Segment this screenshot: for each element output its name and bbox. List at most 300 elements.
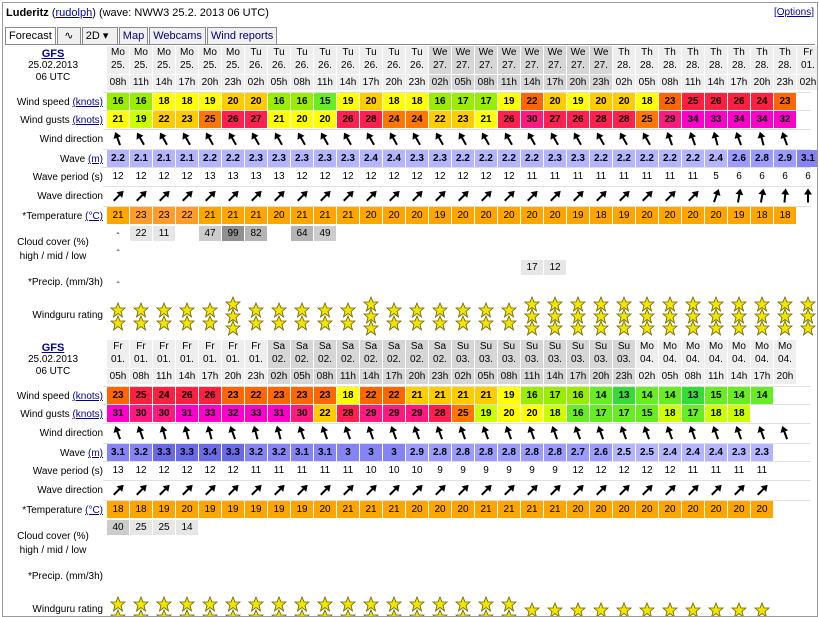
star-rating-icon bbox=[314, 588, 336, 617]
day-name: Tu bbox=[273, 47, 285, 58]
temperature-cell: 23 bbox=[153, 207, 175, 224]
day-name: We bbox=[501, 47, 517, 58]
wind-gusts-cell: 34 bbox=[728, 111, 750, 128]
day-date: 01. bbox=[111, 354, 125, 365]
wave-direction-cell bbox=[429, 187, 451, 206]
wind-direction-arrow-icon bbox=[682, 130, 704, 149]
rating-cell bbox=[521, 588, 543, 617]
star-rating-icon bbox=[636, 588, 658, 617]
wind-direction-arrow-icon bbox=[475, 130, 497, 149]
day-header bbox=[682, 46, 704, 74]
temperature-cell: 22 bbox=[176, 207, 198, 224]
hour-header: 08h bbox=[314, 368, 336, 384]
wave-graph-icon: ∿ bbox=[64, 30, 74, 42]
rating-cell bbox=[199, 294, 221, 338]
wave-direction-cell bbox=[452, 187, 474, 206]
cloud-cell: 40 bbox=[107, 520, 129, 535]
wave-period-cell: 12 bbox=[158, 171, 170, 182]
wind-direction-cell bbox=[176, 130, 198, 149]
wind-speed-cell: 16 bbox=[521, 387, 543, 404]
wave-period-cell: 12 bbox=[296, 171, 308, 182]
model-link[interactable]: GFS bbox=[41, 342, 65, 354]
hour-header: 02h bbox=[613, 74, 635, 90]
temperature-cell: 21 bbox=[245, 207, 267, 224]
wave-height-cell: 2.3 bbox=[728, 444, 750, 461]
wave-direction-cell bbox=[268, 187, 290, 206]
hour-header: 11h bbox=[314, 74, 336, 90]
day-header bbox=[567, 46, 589, 74]
day-name: Th bbox=[618, 47, 630, 58]
cloud-cover-label: Cloud cover (%) bbox=[17, 531, 89, 542]
day-header bbox=[659, 340, 681, 368]
star-rating-icon bbox=[222, 294, 244, 338]
wave-height-cell: 2.8 bbox=[429, 444, 451, 461]
wind-gusts-cell: 31 bbox=[268, 405, 290, 422]
hour-header: 14h bbox=[705, 74, 727, 90]
day-header bbox=[130, 340, 152, 368]
wind-gusts-cell: 33 bbox=[705, 111, 727, 128]
wind-direction-cell bbox=[475, 130, 497, 149]
wave-height-cell: 3 bbox=[337, 444, 359, 461]
wind-direction-cell bbox=[544, 424, 566, 443]
cloud-cell: - bbox=[116, 228, 120, 239]
wave-height-cell: 2.4 bbox=[705, 444, 727, 461]
day-header bbox=[176, 46, 198, 74]
wind-gusts-cell: 20 bbox=[498, 405, 520, 422]
temperature-cell: 20 bbox=[429, 501, 451, 518]
day-header bbox=[199, 46, 221, 74]
hour-header: 02h bbox=[245, 74, 267, 90]
model-info bbox=[3, 342, 103, 378]
day-date: 26. bbox=[387, 60, 401, 71]
wave-direction-arrow-icon bbox=[383, 187, 405, 206]
day-name: Mo bbox=[778, 341, 792, 352]
wind-direction-cell bbox=[774, 130, 796, 149]
row-label-wind-direction bbox=[3, 424, 103, 443]
day-date: 03. bbox=[617, 354, 631, 365]
wind-gusts-cell: 16 bbox=[567, 405, 589, 422]
star-rating-icon bbox=[429, 588, 451, 617]
wind-gusts-cell: 27 bbox=[245, 111, 267, 128]
day-date: 04. bbox=[640, 354, 654, 365]
unit-link[interactable]: (knots) bbox=[72, 97, 103, 108]
wind-gusts-cell: 26 bbox=[222, 111, 244, 128]
wave-period-cell: 11 bbox=[250, 465, 262, 476]
wind-speed-cell: 18 bbox=[406, 93, 428, 110]
star-rating-icon bbox=[521, 588, 543, 617]
temperature-cell: 19 bbox=[291, 501, 313, 518]
wind-speed-cell: 21 bbox=[452, 387, 474, 404]
day-name: Mo bbox=[640, 341, 654, 352]
wave-period-cell: 12 bbox=[342, 171, 354, 182]
wave-direction-arrow-icon bbox=[153, 187, 175, 206]
rating-cell bbox=[176, 294, 198, 338]
wind-direction-arrow-icon bbox=[176, 424, 198, 443]
wave-height-cell: 2.8 bbox=[452, 444, 474, 461]
wind-direction-arrow-icon bbox=[659, 130, 681, 149]
options-link[interactable]: [Options] bbox=[773, 7, 814, 18]
temperature-cell: 19 bbox=[222, 501, 244, 518]
day-header bbox=[383, 46, 405, 74]
wave-direction-arrow-icon bbox=[314, 481, 336, 500]
wind-direction-arrow-icon bbox=[751, 130, 773, 149]
day-name: Sa bbox=[318, 341, 332, 352]
tab-forecast[interactable]: Forecast bbox=[5, 27, 56, 44]
star-rating-icon bbox=[406, 294, 428, 338]
wave-height-cell: 2.4 bbox=[705, 150, 727, 167]
wave-direction-arrow-icon bbox=[176, 187, 198, 206]
wave-direction-cell bbox=[682, 187, 704, 206]
wave-height-cell: 2.9 bbox=[774, 150, 796, 167]
unit-link[interactable]: (knots) bbox=[72, 391, 103, 402]
wave-period-cell: 9 bbox=[460, 465, 466, 476]
day-name: Fr bbox=[228, 341, 238, 352]
wave-direction-arrow-icon bbox=[429, 481, 451, 500]
temperature-cell: 20 bbox=[452, 501, 474, 518]
wave-direction-cell bbox=[590, 187, 612, 206]
wind-speed-cell: 18 bbox=[176, 93, 198, 110]
wind-speed-cell: 24 bbox=[751, 93, 773, 110]
day-name: Mo bbox=[686, 341, 700, 352]
wave-direction-cell bbox=[222, 481, 244, 500]
row-label-wind-direction bbox=[3, 130, 103, 149]
hour-header: 02h bbox=[797, 74, 818, 90]
cloud-cell: 25 bbox=[130, 520, 152, 535]
wave-direction-arrow-icon bbox=[452, 481, 474, 500]
title-bar: Luderitz (rudolph) (wave: NWW3 25.2. 2013 06 UTC) [Options] bbox=[6, 7, 814, 19]
wind-direction-arrow-icon bbox=[705, 424, 727, 443]
rating-cell bbox=[475, 294, 497, 338]
wave-height-cell: 2.1 bbox=[153, 150, 175, 167]
wave-period-cell: 10 bbox=[411, 465, 423, 476]
row-label-wave-height bbox=[3, 444, 103, 463]
wave-direction-cell bbox=[751, 481, 773, 500]
wind-gusts-cell: 17 bbox=[613, 405, 635, 422]
day-header bbox=[659, 46, 681, 74]
day-date: 03. bbox=[456, 354, 470, 365]
day-header bbox=[268, 340, 290, 368]
wave-height-cell: 3.2 bbox=[268, 444, 290, 461]
day-date: 01. bbox=[180, 354, 194, 365]
wave-direction-cell bbox=[544, 481, 566, 500]
hour-header: 23h bbox=[774, 74, 796, 90]
wind-direction-cell bbox=[314, 130, 336, 149]
hour-header: 02h bbox=[636, 368, 658, 384]
wind-gusts-cell: 21 bbox=[268, 111, 290, 128]
row-label-precip: *Precip. (mm/3h) bbox=[27, 571, 103, 582]
wave-height-cell: 2.6 bbox=[590, 444, 612, 461]
wave-direction-arrow-icon bbox=[682, 481, 704, 500]
temperature-cell: 19 bbox=[245, 501, 267, 518]
wave-direction-arrow-icon bbox=[590, 481, 612, 500]
day-name: Mo bbox=[203, 47, 217, 58]
star-rating-icon bbox=[176, 294, 198, 338]
cloud-cell: 25 bbox=[153, 520, 175, 535]
day-date: 27. bbox=[594, 60, 608, 71]
wave-period-cell: 11 bbox=[618, 171, 630, 182]
rating-cell bbox=[314, 294, 336, 338]
wave-height-cell: 2.2 bbox=[521, 150, 543, 167]
wave-period-cell: 12 bbox=[411, 171, 423, 182]
wave-direction-cell bbox=[383, 187, 405, 206]
rating-cell bbox=[475, 588, 497, 617]
day-name: Mo bbox=[755, 341, 769, 352]
wave-direction-arrow-icon bbox=[636, 187, 658, 206]
day-header bbox=[521, 46, 543, 74]
day-name: We bbox=[593, 47, 609, 58]
day-date: 25. bbox=[111, 60, 125, 71]
day-header bbox=[544, 46, 566, 74]
wave-direction-arrow-icon bbox=[774, 187, 796, 206]
star-rating-icon bbox=[360, 588, 382, 617]
wave-direction-arrow-icon bbox=[498, 481, 520, 500]
wave-height-cell: 2.5 bbox=[636, 444, 658, 461]
row-label-wave-direction bbox=[3, 187, 103, 206]
wave-direction-cell bbox=[406, 481, 428, 500]
wave-direction-cell bbox=[544, 187, 566, 206]
hour-header: 17h bbox=[199, 368, 221, 384]
wave-direction-cell bbox=[567, 481, 589, 500]
wind-direction-arrow-icon bbox=[636, 424, 658, 443]
star-rating-icon bbox=[751, 588, 773, 617]
row-label-rating: Windguru rating bbox=[32, 604, 103, 615]
unit-link[interactable]: (knots) bbox=[72, 115, 103, 126]
hour-header: 17h bbox=[728, 74, 750, 90]
day-header bbox=[107, 340, 129, 368]
temperature-cell: 20 bbox=[659, 207, 681, 224]
wave-direction-arrow-icon bbox=[751, 481, 773, 500]
wave-direction-cell bbox=[751, 187, 773, 206]
day-name: We bbox=[547, 47, 563, 58]
star-rating-icon bbox=[544, 294, 566, 338]
wind-gusts-cell: 28 bbox=[429, 405, 451, 422]
wind-direction-arrow-icon bbox=[475, 424, 497, 443]
tab-webcams[interactable]: Webcams bbox=[149, 27, 206, 44]
day-date: 02. bbox=[295, 354, 309, 365]
row-label-text: *Temperature bbox=[22, 505, 83, 516]
star-rating-icon bbox=[153, 294, 175, 338]
day-name: Th bbox=[687, 47, 699, 58]
wind-direction-arrow-icon bbox=[613, 424, 635, 443]
wave-height-cell: 2.3 bbox=[245, 150, 267, 167]
wave-direction-arrow-icon bbox=[705, 187, 727, 206]
wind-direction-arrow-icon bbox=[291, 424, 313, 443]
star-rating-icon bbox=[751, 294, 773, 338]
unit-link[interactable]: (m) bbox=[88, 154, 103, 165]
wave-direction-arrow-icon bbox=[728, 481, 750, 500]
wave-direction-arrow-icon bbox=[314, 187, 336, 206]
rating-cell bbox=[383, 588, 405, 617]
wind-direction-arrow-icon bbox=[590, 424, 612, 443]
wave-direction-arrow-icon bbox=[337, 481, 359, 500]
wind-gusts-cell: 27 bbox=[544, 111, 566, 128]
wave-direction-arrow-icon bbox=[429, 187, 451, 206]
wave-height-cell: 2.4 bbox=[659, 444, 681, 461]
rating-cell bbox=[406, 588, 428, 617]
star-rating-icon bbox=[797, 294, 818, 338]
row-label-precip: *Precip. (mm/3h) bbox=[27, 277, 103, 288]
wave-direction-arrow-icon bbox=[452, 187, 474, 206]
tab-view-select[interactable] bbox=[82, 27, 118, 44]
wave-height-cell: 3.3 bbox=[222, 444, 244, 461]
wave-direction-cell bbox=[521, 481, 543, 500]
wave-height-cell: 2.2 bbox=[498, 150, 520, 167]
wind-direction-arrow-icon bbox=[199, 130, 221, 149]
star-rating-icon bbox=[245, 294, 267, 338]
temperature-cell: 20 bbox=[705, 501, 727, 518]
day-header bbox=[705, 46, 727, 74]
model-run: 06 UTC bbox=[35, 72, 71, 83]
star-rating-icon bbox=[291, 294, 313, 338]
rating-cell bbox=[314, 588, 336, 617]
temperature-cell: 20 bbox=[498, 207, 520, 224]
unit-link[interactable]: (knots) bbox=[72, 409, 103, 420]
wind-direction-cell bbox=[383, 130, 405, 149]
row-label-text: Wind direction bbox=[39, 134, 103, 145]
wind-gusts-cell: 32 bbox=[222, 405, 244, 422]
day-header bbox=[360, 46, 382, 74]
user-link[interactable]: rudolph bbox=[55, 7, 93, 19]
star-rating-icon bbox=[383, 294, 405, 338]
wave-direction-cell bbox=[682, 481, 704, 500]
wave-period-cell: 13 bbox=[227, 171, 239, 182]
wind-direction-cell bbox=[521, 130, 543, 149]
temperature-cell: 20 bbox=[636, 501, 658, 518]
wind-direction-cell bbox=[268, 424, 290, 443]
unit-link[interactable]: (m) bbox=[88, 448, 103, 459]
temperature-cell: 19 bbox=[429, 207, 451, 224]
temperature-cell: 20 bbox=[268, 207, 290, 224]
wind-gusts-cell: 26 bbox=[567, 111, 589, 128]
wave-period-cell: 11 bbox=[641, 171, 653, 182]
rating-cell bbox=[590, 588, 612, 617]
star-rating-icon bbox=[498, 294, 520, 338]
wave-period-cell: 13 bbox=[250, 171, 262, 182]
wind-direction-cell bbox=[245, 424, 267, 443]
star-rating-icon bbox=[521, 294, 543, 338]
hour-header: 23h bbox=[245, 368, 267, 384]
wave-height-cell: 2.7 bbox=[567, 444, 589, 461]
precip-cell: - bbox=[116, 277, 120, 288]
wave-height-cell: 2.4 bbox=[360, 150, 382, 167]
wave-height-cell: 2.6 bbox=[728, 150, 750, 167]
wind-direction-cell bbox=[291, 130, 313, 149]
wind-direction-arrow-icon bbox=[406, 130, 428, 149]
wave-height-cell: 2.8 bbox=[498, 444, 520, 461]
wave-height-cell: 2.3 bbox=[544, 150, 566, 167]
wave-height-cell: 2.3 bbox=[337, 150, 359, 167]
star-rating-icon bbox=[360, 294, 382, 338]
temperature-cell: 20 bbox=[176, 501, 198, 518]
day-header bbox=[774, 46, 796, 74]
day-name: Mo bbox=[157, 47, 171, 58]
day-date: 02. bbox=[410, 354, 424, 365]
wind-speed-cell: 15 bbox=[705, 387, 727, 404]
unit-link[interactable]: (°C) bbox=[85, 505, 103, 516]
unit-link[interactable]: (°C) bbox=[85, 211, 103, 222]
day-header bbox=[314, 340, 336, 368]
wind-direction-cell bbox=[728, 424, 750, 443]
rating-cell bbox=[774, 294, 796, 338]
hour-header: 17h bbox=[567, 368, 589, 384]
wave-direction-arrow-icon bbox=[567, 187, 589, 206]
star-rating-icon bbox=[153, 588, 175, 617]
row-label-wave-direction bbox=[3, 481, 103, 500]
wind-direction-cell bbox=[153, 130, 175, 149]
rating-cell bbox=[659, 588, 681, 617]
tab-wave-graph[interactable] bbox=[57, 27, 81, 44]
wave-direction-arrow-icon bbox=[337, 187, 359, 206]
day-date: 01. bbox=[134, 354, 148, 365]
wave-height-cell: 2.2 bbox=[452, 150, 474, 167]
wind-gusts-cell: 29 bbox=[360, 405, 382, 422]
day-header bbox=[360, 340, 382, 368]
day-date: 26. bbox=[341, 60, 355, 71]
day-date: 28. bbox=[709, 60, 723, 71]
star-rating-icon bbox=[245, 588, 267, 617]
wind-gusts-cell: 17 bbox=[682, 405, 704, 422]
wave-period-cell: 9 bbox=[437, 465, 443, 476]
day-date: 03. bbox=[502, 354, 516, 365]
wind-direction-cell bbox=[682, 424, 704, 443]
model-info bbox=[3, 48, 103, 84]
wind-direction-arrow-icon bbox=[268, 130, 290, 149]
wind-direction-cell bbox=[475, 424, 497, 443]
day-name: Th bbox=[710, 47, 722, 58]
wave-period-cell: 12 bbox=[388, 171, 400, 182]
hour-header: 08h bbox=[659, 74, 681, 90]
wave-direction-cell bbox=[130, 481, 152, 500]
day-date: 27. bbox=[548, 60, 562, 71]
wind-direction-cell bbox=[360, 130, 382, 149]
wind-gusts-cell: 22 bbox=[153, 111, 175, 128]
wave-direction-arrow-icon bbox=[199, 481, 221, 500]
wave-period-cell: 11 bbox=[296, 465, 308, 476]
temperature-cell: 20 bbox=[728, 501, 750, 518]
wave-direction-cell bbox=[245, 481, 267, 500]
day-date: 27. bbox=[456, 60, 470, 71]
wave-direction-cell bbox=[383, 481, 405, 500]
wind-speed-cell: 19 bbox=[337, 93, 359, 110]
wave-direction-arrow-icon bbox=[521, 187, 543, 206]
wave-direction-arrow-icon bbox=[383, 481, 405, 500]
temperature-cell: 20 bbox=[567, 501, 589, 518]
wind-gusts-cell: 29 bbox=[406, 405, 428, 422]
wave-period-cell: 9 bbox=[552, 465, 558, 476]
model-link[interactable]: GFS bbox=[41, 48, 65, 60]
wave-direction-cell bbox=[521, 187, 543, 206]
day-date: 02. bbox=[341, 354, 355, 365]
wind-gusts-cell: 20 bbox=[314, 111, 336, 128]
hour-header: 05h bbox=[636, 74, 658, 90]
temperature-cell: 19 bbox=[153, 501, 175, 518]
wind-direction-cell bbox=[199, 424, 221, 443]
day-name: Th bbox=[641, 47, 653, 58]
wave-height-cell: 2.2 bbox=[107, 150, 129, 167]
wind-direction-arrow-icon bbox=[153, 130, 175, 149]
day-name: Su bbox=[525, 341, 539, 352]
tab-divider bbox=[5, 44, 815, 45]
cloud-cell: 17 bbox=[521, 260, 543, 275]
wave-period-cell: 9 bbox=[506, 465, 512, 476]
tab-map[interactable]: Map bbox=[119, 27, 148, 44]
wave-height-cell: 3.2 bbox=[245, 444, 267, 461]
rating-cell bbox=[222, 294, 244, 338]
wave-period-cell: 12 bbox=[319, 171, 331, 182]
cloud-cell: 82 bbox=[245, 226, 267, 241]
temperature-cell: 18 bbox=[774, 207, 796, 224]
tab-wind-reports[interactable]: Wind reports bbox=[207, 27, 277, 44]
